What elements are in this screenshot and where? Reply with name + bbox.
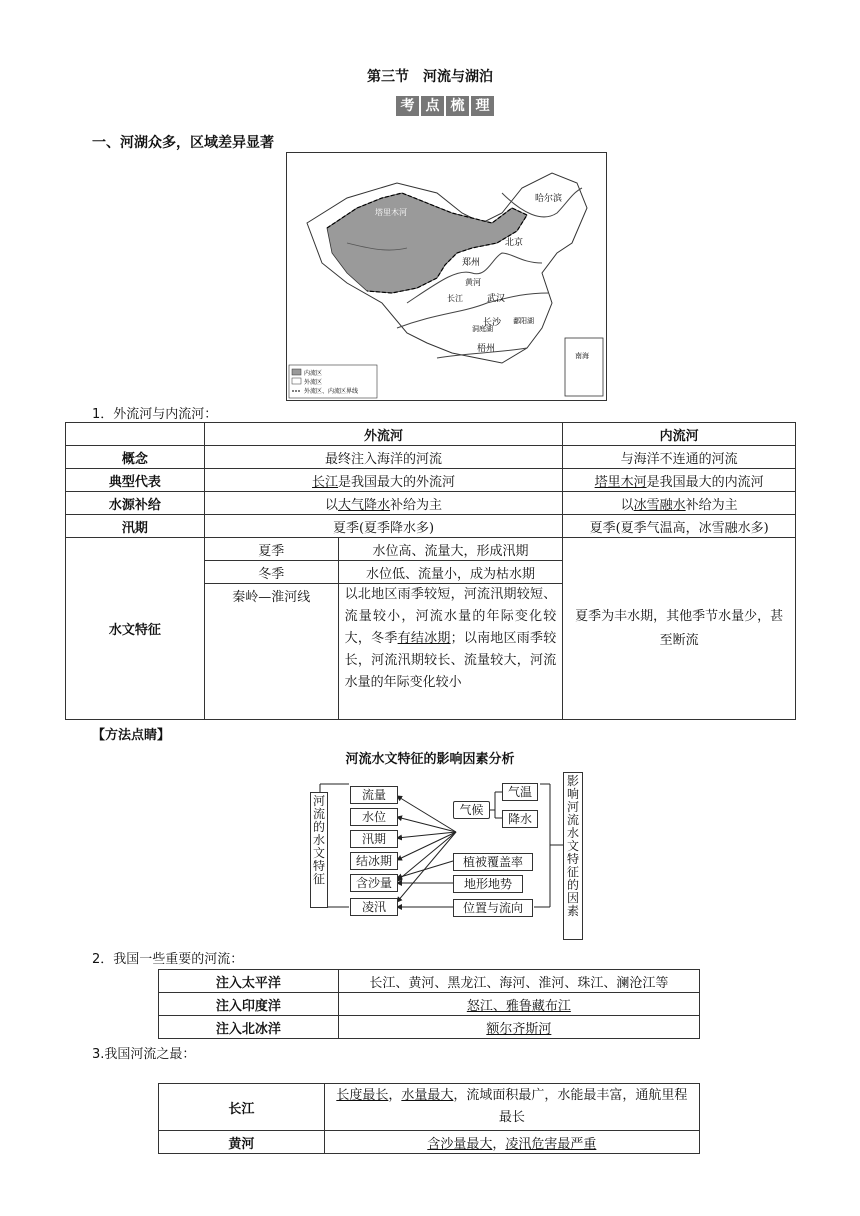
cell-text: 以 [325, 497, 339, 513]
underlined-term: 长江 [312, 474, 339, 490]
season-label: 夏季 [204, 538, 338, 561]
river-label: 黄河 [465, 278, 481, 287]
feature-box: 含沙量 [350, 874, 398, 892]
cell-value: 夏季(夏季降水多) [204, 515, 563, 538]
row-label: 典型代表 [66, 469, 205, 492]
climate-sub-box: 降水 [502, 810, 538, 828]
ocean-rivers-table [158, 969, 700, 1039]
underlined-term: 大气降水 [338, 497, 391, 513]
factor-box: 地形地势 [453, 875, 523, 893]
sea-label: 南海 [575, 352, 589, 360]
subheading-3: 3.我国河流之最： [92, 1047, 196, 1062]
header-inland: 内流河 [563, 423, 796, 446]
header-outflow: 外流河 [204, 423, 563, 446]
row-label: 汛期 [66, 515, 205, 538]
cell-value [204, 469, 563, 492]
page-title: 第三节 河流与湖泊 [367, 69, 493, 85]
cell-value [563, 492, 796, 515]
city-label: 郑州 [462, 258, 481, 268]
section-heading: 一、河湖众多，区域差异显著 [92, 135, 274, 151]
ocean-rivers: 怒江、雅鲁藏布江 [338, 993, 699, 1016]
river-label: 长江 [447, 294, 463, 303]
subheading-1: 1．外流河与内流河： [92, 407, 218, 422]
city-label: 北京 [505, 238, 524, 248]
legend-label: 外流区、内流区界线 [304, 388, 359, 395]
river-label: 长江 [159, 1084, 325, 1131]
badge-char: 理 [471, 96, 494, 116]
city-label: 梧州 [477, 344, 496, 354]
city-label: 长沙 [483, 318, 502, 328]
line-label: 秦岭—淮河线 [204, 584, 338, 720]
underlined-term: 凌汛危害最严重 [505, 1136, 597, 1152]
ocean-rivers: 额尔齐斯河 [338, 1016, 699, 1039]
cell-text: 补给为主 [685, 497, 738, 513]
river-label: 黄河 [159, 1131, 325, 1154]
river-label: 塔里木河 [375, 208, 407, 217]
ocean-label: 注入太平洋 [159, 970, 339, 993]
river-records [324, 1131, 699, 1154]
section-badge [396, 96, 494, 116]
cell-value [563, 469, 796, 492]
city-label: 武汉 [487, 294, 506, 304]
underlined-term: 含沙量最大 [427, 1136, 493, 1152]
badge-char: 梳 [446, 96, 469, 116]
method-heading: 【方法点睛】 [92, 728, 171, 743]
ocean-rivers: 长江、黄河、黑龙江、海河、淮河、珠江、澜沧江等 [338, 970, 699, 993]
features-label: 河流的水文特征 [310, 792, 328, 908]
factor-diagram [300, 770, 600, 940]
cell-text: ；以南地区雨季较长，河流汛期较长、流量较大，河流水量的年际变化较小 [344, 631, 557, 690]
header-empty [66, 423, 205, 446]
feature-box: 水位 [350, 808, 398, 826]
underlined-term: 长度最长 [336, 1088, 389, 1103]
diagram-title: 河流水文特征的影响因素分析 [345, 752, 515, 767]
climate-sub-box: 气温 [502, 783, 538, 801]
underlined-term: 水量最大 [401, 1088, 454, 1103]
row-label: 水文特征 [66, 538, 205, 720]
feature-box: 汛期 [350, 830, 398, 848]
cell-value: 夏季(夏季气温高，冰雪融水多) [563, 515, 796, 538]
cell-value: 水位高、流量大，形成汛期 [338, 538, 563, 561]
lake-label: 洞庭湖 [472, 325, 493, 333]
cell-text: 补给为主 [390, 497, 443, 513]
river-comparison-table [65, 422, 796, 720]
factors-label: 影响河流水文特征的因素 [563, 772, 583, 940]
china-drainage-map [286, 152, 607, 401]
cell-text: 以北地区雨季较短，河流汛期较短、流量较小，河流水量的年际变化较大，冬季 [344, 587, 557, 646]
lake-label: 鄱阳湖 [513, 317, 534, 325]
badge-char: 考 [396, 96, 419, 116]
feature-box: 流量 [350, 786, 398, 804]
cell-text: 是我国最大的外流河 [338, 474, 456, 490]
season-label: 冬季 [204, 561, 338, 584]
cell-text: ， [388, 1088, 402, 1103]
line-description [338, 584, 563, 720]
city-label: 哈尔滨 [535, 194, 563, 204]
subheading-2: 2．我国一些重要的河流： [92, 952, 244, 967]
factor-box: 位置与流向 [453, 899, 533, 917]
ocean-label: 注入北冰洋 [159, 1016, 339, 1039]
river-records-table [158, 1083, 700, 1154]
cell-value [204, 492, 563, 515]
badge-char: 点 [421, 96, 444, 116]
legend-label: 内流区 [304, 370, 323, 377]
underlined-term: 冰雪融水 [633, 497, 686, 513]
ocean-label: 注入印度洋 [159, 993, 339, 1016]
cell-value: 与海洋不连通的河流 [563, 446, 796, 469]
cell-text: 是我国最大的内流河 [646, 474, 764, 490]
row-label: 概念 [66, 446, 205, 469]
row-label: 水源补给 [66, 492, 205, 515]
cell-value: 最终注入海洋的河流 [204, 446, 563, 469]
underlined-term: 有结冰期 [397, 631, 451, 646]
factor-box: 气候 [453, 801, 490, 819]
cell-text: ，流域面积最广，水能最丰富，通航里程最长 [453, 1088, 688, 1125]
feature-box: 凌汛 [350, 898, 398, 916]
cell-text: ， [492, 1136, 506, 1152]
cell-text: 以 [620, 497, 634, 513]
cell-value: 水位低、流量小，成为枯水期 [338, 561, 563, 584]
factor-box: 植被覆盖率 [453, 853, 533, 871]
underlined-term: 塔里木河 [594, 474, 647, 490]
river-records [324, 1084, 699, 1131]
inland-hydro: 夏季为丰水期，其他季节水量少，甚至断流 [563, 538, 796, 720]
feature-box: 结冰期 [350, 852, 398, 870]
legend-label: 外流区 [304, 379, 323, 386]
